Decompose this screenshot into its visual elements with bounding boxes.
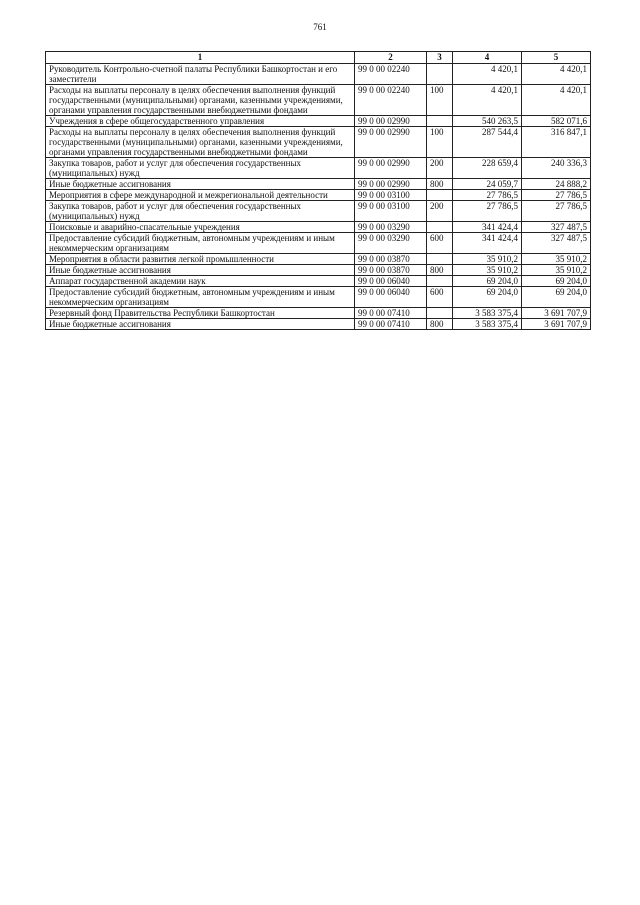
row-expense-type-cell: 800	[427, 179, 453, 190]
row-name-cell: Иные бюджетные ассигнования	[46, 179, 355, 190]
row-name-cell: Иные бюджетные ассигнования	[46, 265, 355, 276]
row-name-cell: Аппарат государственной академии наук	[46, 276, 355, 287]
row-expense-type-cell	[427, 64, 453, 85]
table-row	[46, 287, 591, 308]
row-expense-type-cell	[427, 308, 453, 319]
header-col-2: 2	[355, 52, 427, 64]
header-col-5: 5	[522, 52, 591, 64]
row-expense-type-cell: 800	[427, 265, 453, 276]
row-code-cell: 99 0 00 03290	[355, 222, 427, 233]
row-amount-col4-cell: 4 420,1	[453, 85, 522, 116]
row-amount-col5-cell: 4 420,1	[522, 64, 591, 85]
row-name-cell: Резервный фонд Правительства Республики Башкортостан	[46, 308, 355, 319]
row-code-cell: 99 0 00 02240	[355, 85, 427, 116]
row-code-cell: 99 0 00 03870	[355, 254, 427, 265]
row-expense-type-cell	[427, 190, 453, 201]
table-row	[46, 201, 591, 222]
table-row	[46, 64, 591, 85]
row-amount-col4-cell: 35 910,2	[453, 265, 522, 276]
row-amount-col5-cell: 35 910,2	[522, 265, 591, 276]
row-amount-col5-cell: 316 847,1	[522, 127, 591, 158]
table-row	[46, 265, 591, 276]
row-amount-col4-cell: 27 786,5	[453, 190, 522, 201]
row-code-cell: 99 0 00 03870	[355, 265, 427, 276]
row-name-cell: Руководитель Контрольно-счетной палаты Республики Башкортостан и его заместители	[46, 64, 355, 85]
row-amount-col5-cell: 3 691 707,9	[522, 319, 591, 330]
row-expense-type-cell	[427, 276, 453, 287]
row-amount-col5-cell: 327 487,5	[522, 233, 591, 254]
table-row	[46, 254, 591, 265]
table-row	[46, 116, 591, 127]
row-amount-col5-cell: 24 888,2	[522, 179, 591, 190]
row-name-cell: Мероприятия в сфере международной и межрегиональной деятельности	[46, 190, 355, 201]
table-row	[46, 276, 591, 287]
row-expense-type-cell: 800	[427, 319, 453, 330]
row-name-cell: Закупка товаров, работ и услуг для обеспечения государственных (муниципальных) нужд	[46, 158, 355, 179]
row-name-cell: Предоставление субсидий бюджетным, автономным учреждениям и иным некоммерческим организациям	[46, 233, 355, 254]
row-amount-col4-cell: 3 583 375,4	[453, 319, 522, 330]
row-code-cell: 99 0 00 06040	[355, 287, 427, 308]
row-amount-col5-cell: 582 071,6	[522, 116, 591, 127]
row-amount-col4-cell: 228 659,4	[453, 158, 522, 179]
row-name-cell: Мероприятия в области развития легкой промышленности	[46, 254, 355, 265]
row-amount-col5-cell: 35 910,2	[522, 254, 591, 265]
page-number: 761	[313, 22, 327, 32]
table-row	[46, 127, 591, 158]
row-amount-col4-cell: 35 910,2	[453, 254, 522, 265]
row-name-cell: Расходы на выплаты персоналу в целях обеспечения выполнения функций государственными (муниципальными) органами, казенными учреждениями, органами управления государственными внебюджетными фондами	[46, 85, 355, 116]
row-code-cell: 99 0 00 02990	[355, 179, 427, 190]
row-expense-type-cell	[427, 254, 453, 265]
row-expense-type-cell: 200	[427, 158, 453, 179]
header-col-4: 4	[453, 52, 522, 64]
row-code-cell: 99 0 00 03100	[355, 190, 427, 201]
row-name-cell: Расходы на выплаты персоналу в целях обеспечения выполнения функций государственными (муниципальными) органами, казенными учреждениями, органами управления государственными внебюджетными фондами	[46, 127, 355, 158]
row-code-cell: 99 0 00 02990	[355, 116, 427, 127]
row-expense-type-cell: 600	[427, 287, 453, 308]
row-expense-type-cell: 200	[427, 201, 453, 222]
row-amount-col5-cell: 69 204,0	[522, 287, 591, 308]
row-amount-col4-cell: 69 204,0	[453, 276, 522, 287]
row-name-cell: Закупка товаров, работ и услуг для обеспечения государственных (муниципальных) нужд	[46, 201, 355, 222]
row-code-cell: 99 0 00 03290	[355, 233, 427, 254]
row-amount-col5-cell: 69 204,0	[522, 276, 591, 287]
row-code-cell: 99 0 00 02990	[355, 158, 427, 179]
table-row	[46, 222, 591, 233]
row-name-cell: Иные бюджетные ассигнования	[46, 319, 355, 330]
row-amount-col4-cell: 24 059,7	[453, 179, 522, 190]
row-code-cell: 99 0 00 07410	[355, 308, 427, 319]
table-row	[46, 179, 591, 190]
table-row	[46, 319, 591, 330]
table-row	[46, 308, 591, 319]
row-amount-col4-cell: 4 420,1	[453, 64, 522, 85]
row-expense-type-cell: 100	[427, 85, 453, 116]
row-amount-col5-cell: 240 336,3	[522, 158, 591, 179]
row-amount-col4-cell: 69 204,0	[453, 287, 522, 308]
table-row	[46, 233, 591, 254]
row-amount-col4-cell: 27 786,5	[453, 201, 522, 222]
row-name-cell: Поисковые и аварийно-спасательные учреждения	[46, 222, 355, 233]
row-expense-type-cell: 600	[427, 233, 453, 254]
row-amount-col4-cell: 540 263,5	[453, 116, 522, 127]
row-name-cell: Учреждения в сфере общегосударственного управления	[46, 116, 355, 127]
row-amount-col5-cell: 327 487,5	[522, 222, 591, 233]
table-row	[46, 158, 591, 179]
table-row	[46, 190, 591, 201]
row-amount-col5-cell: 27 786,5	[522, 190, 591, 201]
row-expense-type-cell	[427, 116, 453, 127]
row-amount-col5-cell: 4 420,1	[522, 85, 591, 116]
row-amount-col4-cell: 287 544,4	[453, 127, 522, 158]
header-col-3: 3	[427, 52, 453, 64]
row-code-cell: 99 0 00 02240	[355, 64, 427, 85]
row-amount-col4-cell: 3 583 375,4	[453, 308, 522, 319]
budget-table	[45, 51, 591, 330]
row-code-cell: 99 0 00 03100	[355, 201, 427, 222]
row-code-cell: 99 0 00 07410	[355, 319, 427, 330]
row-name-cell: Предоставление субсидий бюджетным, автономным учреждениям и иным некоммерческим организациям	[46, 287, 355, 308]
row-expense-type-cell: 100	[427, 127, 453, 158]
row-expense-type-cell	[427, 222, 453, 233]
row-amount-col4-cell: 341 424,4	[453, 233, 522, 254]
row-amount-col5-cell: 3 691 707,9	[522, 308, 591, 319]
header-col-1: 1	[46, 52, 355, 64]
table-header-row	[46, 52, 591, 64]
table-row	[46, 85, 591, 116]
row-code-cell: 99 0 00 02990	[355, 127, 427, 158]
row-code-cell: 99 0 00 06040	[355, 276, 427, 287]
row-amount-col5-cell: 27 786,5	[522, 201, 591, 222]
row-amount-col4-cell: 341 424,4	[453, 222, 522, 233]
